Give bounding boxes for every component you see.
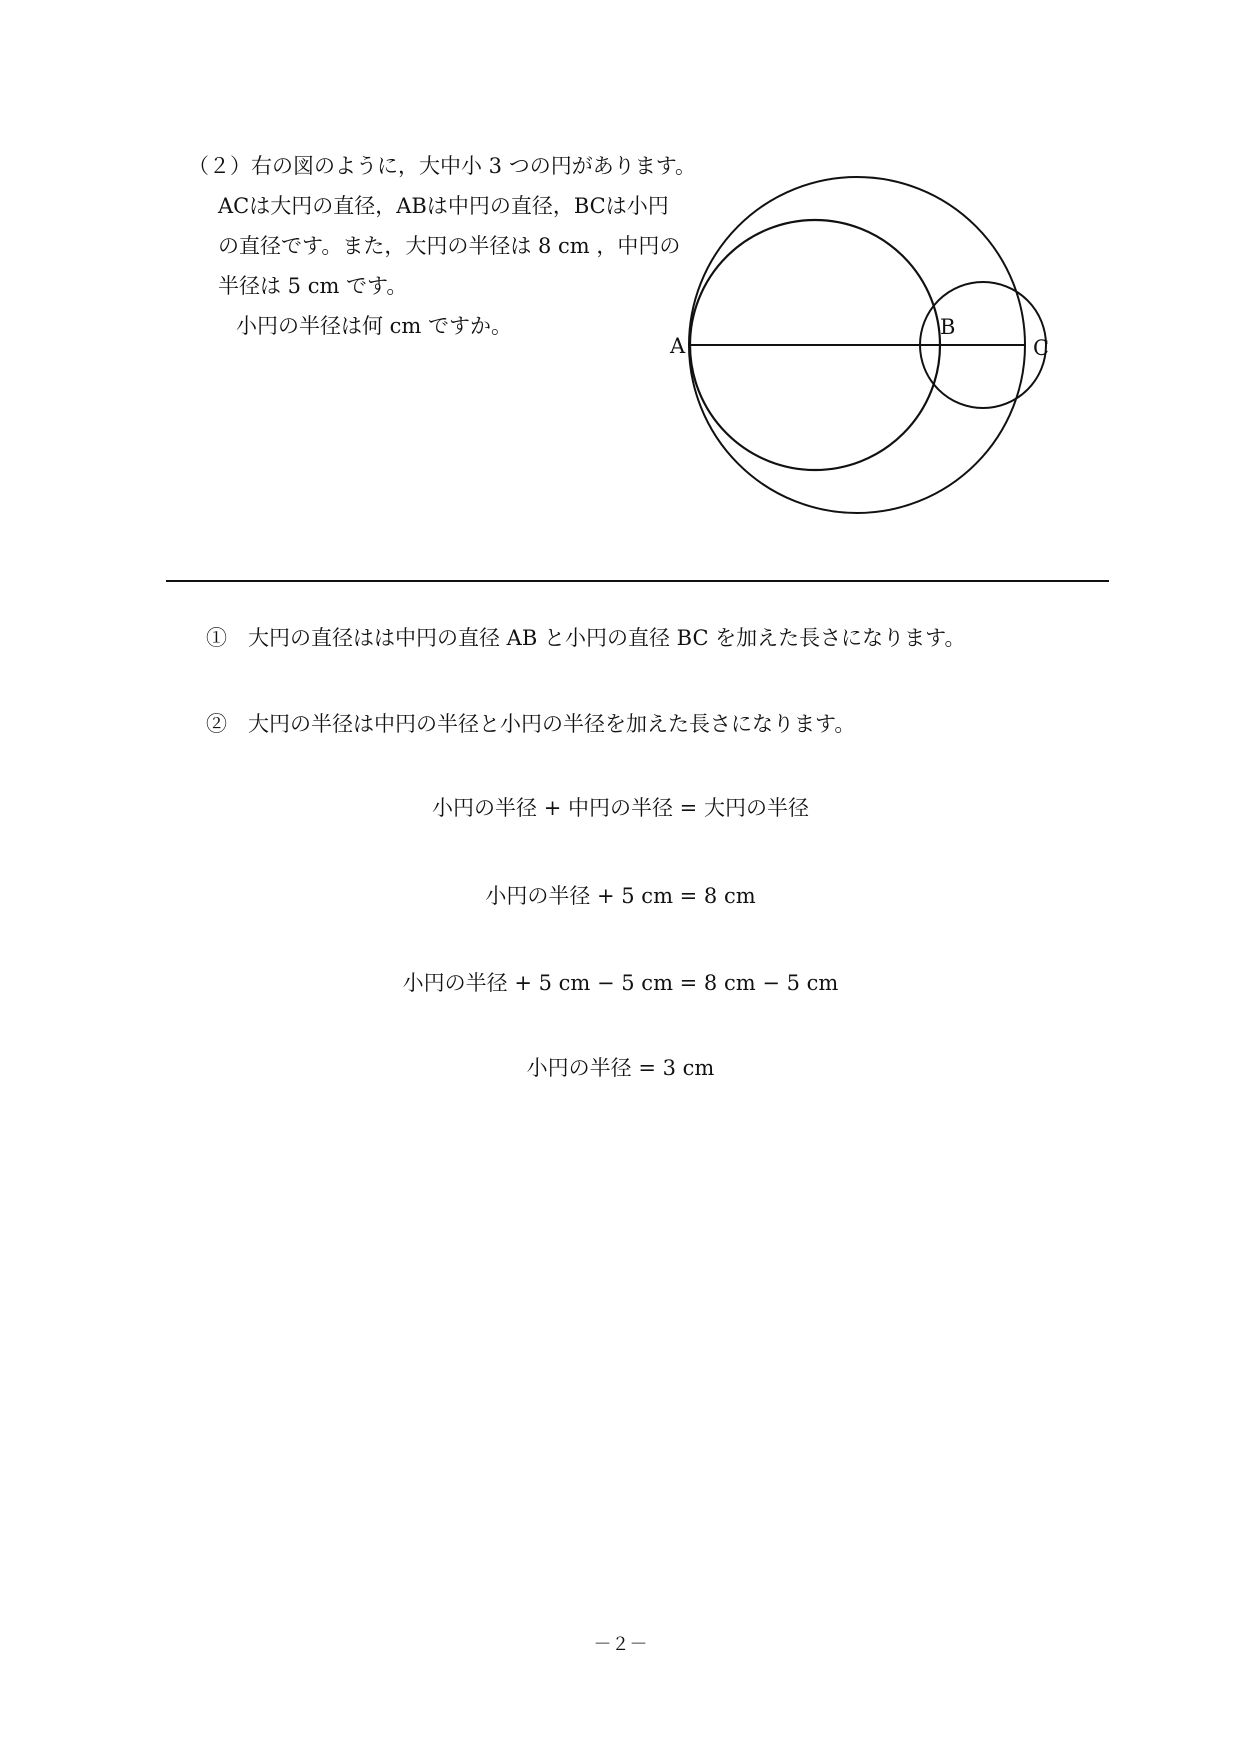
- problem-line-4: 半径は 5 cm です。: [218, 274, 408, 298]
- page-number: －２－: [593, 1634, 648, 1655]
- problem-line-1: （２）右の図のように，大中小 3 つの円があります。: [188, 154, 697, 178]
- equation-3: 小円の半径 + 5 cm − 5 cm = 8 cm − 5 cm: [402, 971, 839, 995]
- equation-2: 小円の半径 + 5 cm = 8 cm: [485, 884, 756, 908]
- problem-line-2: ACは大円の直径，ABは中円の直径，BCは小円: [218, 194, 669, 218]
- label-b: B: [940, 315, 956, 339]
- problem-question: 小円の半径は何 cm ですか。: [236, 314, 513, 338]
- three-circles-figure: [670, 145, 1150, 545]
- label-c: C: [1033, 336, 1050, 360]
- solution-step-2: ② 大円の半径は中円の半径と小円の半径を加えた長さになります。: [206, 712, 856, 736]
- solution-step-1: ① 大円の直径はは中円の直径 AB と小円の直径 BC を加えた長さになります。: [206, 626, 966, 650]
- label-a: A: [670, 334, 686, 358]
- equation-1: 小円の半径 + 中円の半径 = 大円の半径: [432, 796, 809, 820]
- equation-4: 小円の半径 = 3 cm: [526, 1056, 715, 1080]
- problem-statement: [188, 146, 728, 346]
- problem-line-3: の直径です。また，大円の半径は 8 cm ，中円の: [218, 234, 681, 258]
- section-divider: [166, 580, 1109, 582]
